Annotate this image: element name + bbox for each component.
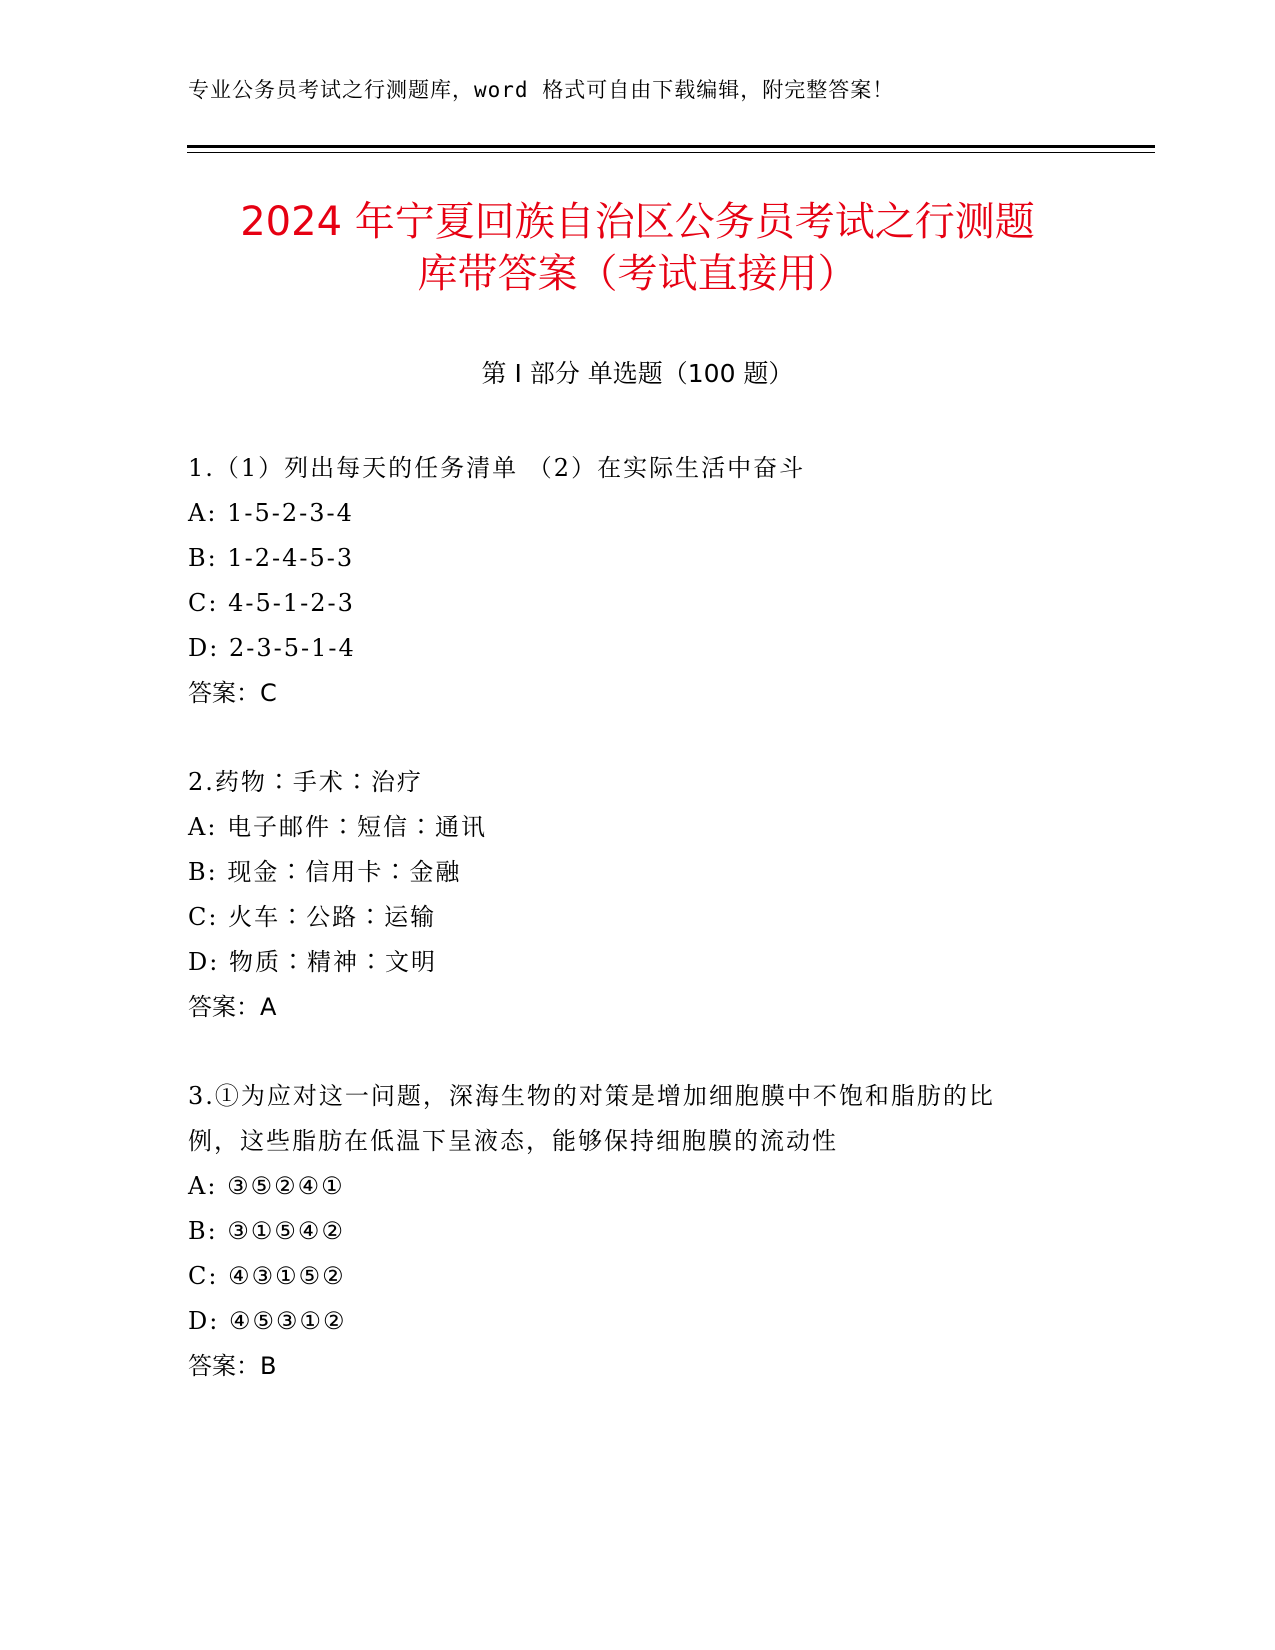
option-label: D:: [188, 948, 220, 976]
option-d: [188, 1299, 1088, 1344]
option-d: [188, 626, 1088, 671]
option-text: 火车∶公路∶运输: [228, 903, 437, 931]
question-text: 1.（1）列出每天的任务清单 （2）在实际生活中奋斗: [188, 454, 806, 482]
header-note: 专业公务员考试之行测题库，word 格式可自由下载编辑，附完整答案！: [188, 78, 895, 102]
option-text: ④⑤③①②: [228, 1307, 347, 1335]
option-label: C:: [188, 903, 219, 931]
option-b: [188, 1209, 1088, 1254]
document-title: [0, 196, 1275, 300]
option-text: 1-5-2-3-4: [227, 499, 354, 527]
option-label: A:: [188, 813, 218, 841]
option-text: ③①⑤④②: [227, 1217, 345, 1245]
option-d: [188, 940, 1088, 985]
option-text: 2-3-5-1-4: [228, 634, 356, 662]
question-text: 3.①为应对这一问题，深海生物的对策是增加细胞膜中不饱和脂肪的比例，这些脂肪在低温下呈液态，能够保持细胞膜的流动性: [188, 1082, 995, 1155]
option-b: [188, 850, 1088, 895]
option-text: 物质∶精神∶文明: [228, 948, 437, 976]
option-text: 4-5-1-2-3: [228, 589, 355, 617]
answer-line: 答案：B: [188, 1352, 277, 1380]
option-c: [188, 1254, 1088, 1299]
option-label: D:: [188, 634, 220, 662]
option-b: [188, 536, 1088, 581]
answer-line: 答案：C: [188, 679, 277, 707]
option-label: B:: [188, 858, 218, 886]
option-label: A:: [188, 1172, 218, 1200]
option-label: C:: [188, 1262, 219, 1290]
option-text: 电子邮件∶短信∶通讯: [227, 813, 488, 841]
option-a: [188, 805, 1088, 850]
option-text: ④③①⑤②: [228, 1262, 346, 1290]
option-text: ③⑤②④①: [227, 1172, 345, 1200]
option-text: 1-2-4-5-3: [227, 544, 355, 572]
section-title: 第 I 部分 单选题（100 题）: [481, 359, 794, 388]
option-label: B:: [188, 544, 218, 572]
title-line-1: 2024 年宁夏回族自治区公务员考试之行测题: [240, 199, 1035, 245]
question-3: [188, 1074, 1088, 1389]
option-label: C:: [188, 589, 219, 617]
answer-line: 答案：A: [188, 993, 277, 1021]
question-2: [188, 760, 1088, 1030]
option-text: 现金∶信用卡∶金融: [227, 858, 462, 886]
option-c: [188, 581, 1088, 626]
title-line-2: 库带答案（考试直接用）: [417, 251, 858, 297]
question-list: [188, 446, 1088, 1433]
question-text: 2.药物∶手术∶治疗: [188, 768, 423, 796]
option-a: [188, 1164, 1088, 1209]
header-divider-thin: [187, 152, 1155, 153]
option-label: B:: [188, 1217, 218, 1245]
option-label: A:: [188, 499, 218, 527]
header-divider-thick: [187, 145, 1155, 148]
option-a: [188, 491, 1088, 536]
option-c: [188, 895, 1088, 940]
question-1: [188, 446, 1088, 716]
option-label: D:: [188, 1307, 220, 1335]
